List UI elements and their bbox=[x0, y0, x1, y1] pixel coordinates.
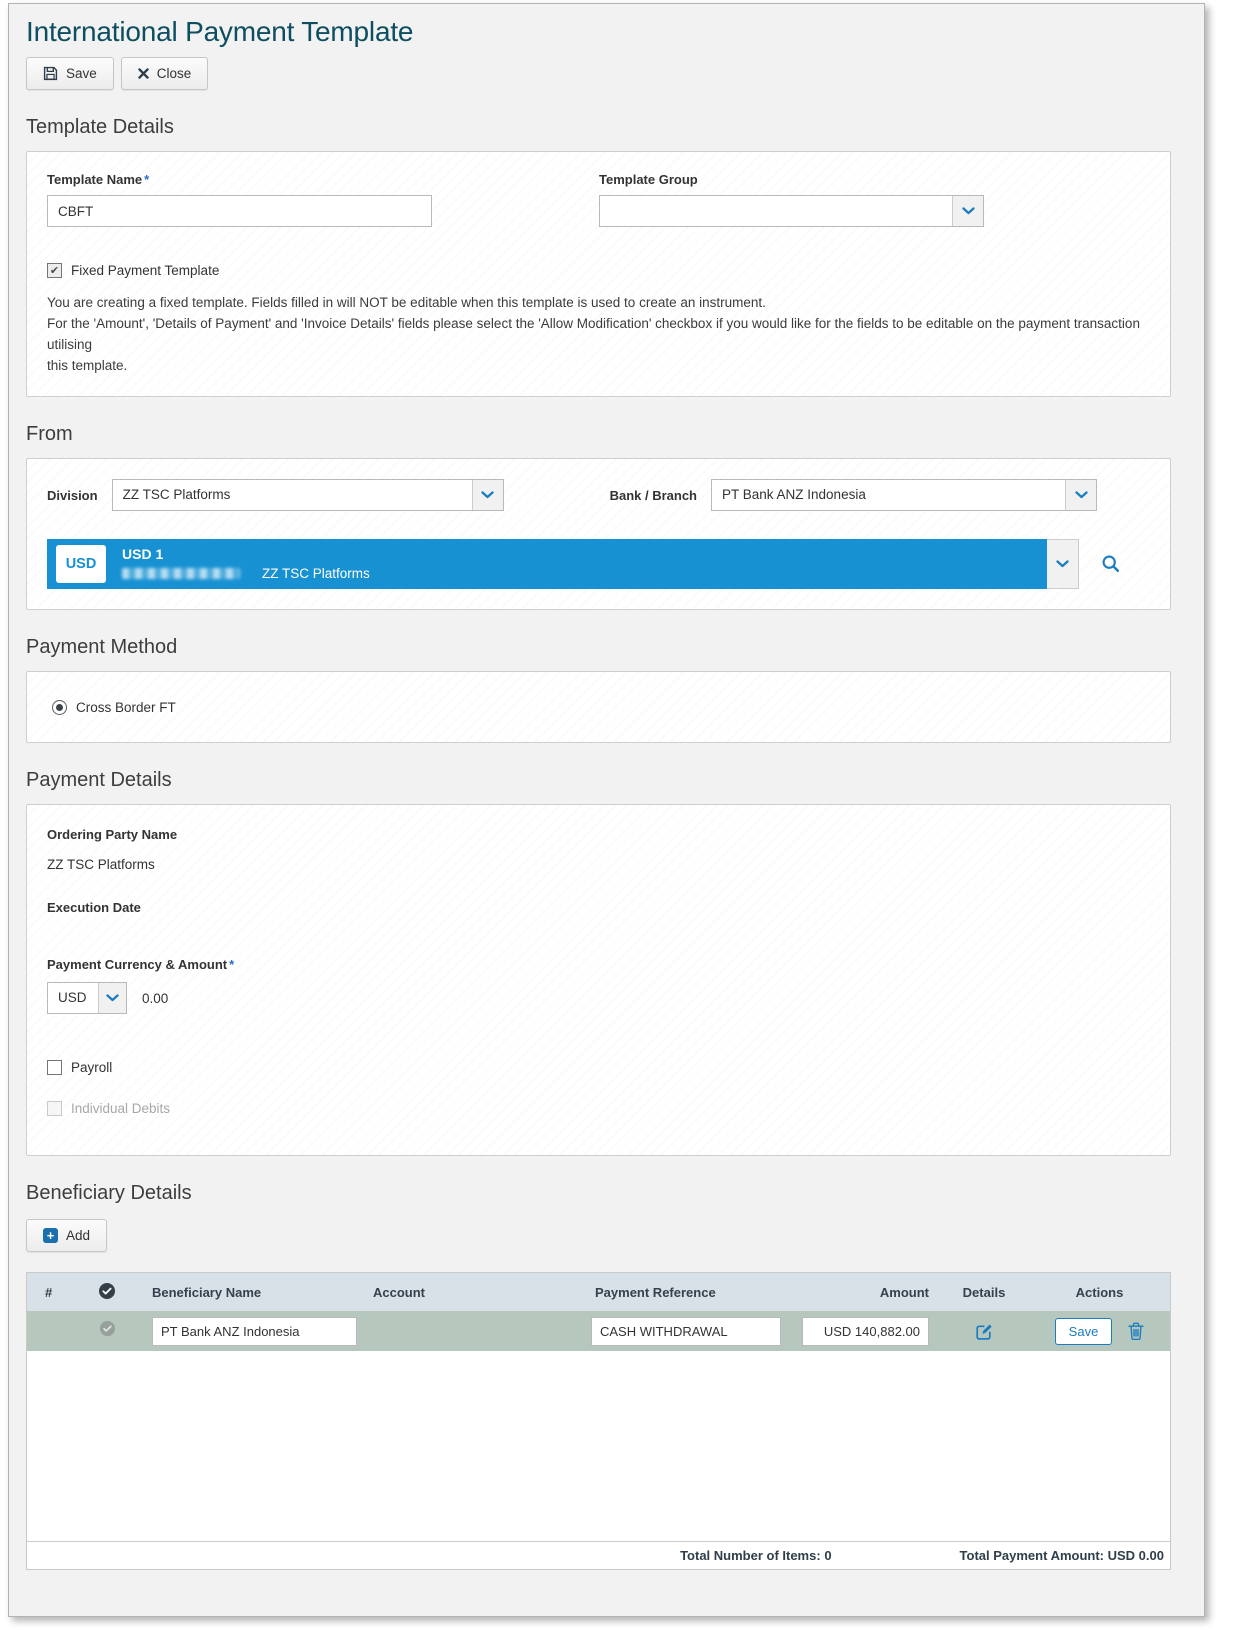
execution-date-label: Execution Date bbox=[47, 900, 141, 915]
row-status-check-icon bbox=[99, 1320, 116, 1342]
payroll-checkbox[interactable] bbox=[47, 1060, 62, 1075]
currency-badge: USD bbox=[56, 545, 106, 583]
chevron-down-icon bbox=[98, 983, 126, 1013]
header-account: Account bbox=[373, 1284, 425, 1300]
page-title: International Payment Template bbox=[26, 16, 414, 47]
section-heading-beneficiary-details: Beneficiary Details bbox=[26, 1182, 192, 1204]
total-payment-amount: Total Payment Amount: USD 0.00 bbox=[959, 1548, 1164, 1563]
page-frame bbox=[8, 3, 1205, 1617]
ordering-party-value: ZZ TSC Platforms bbox=[47, 857, 155, 872]
payment-method-panel bbox=[26, 671, 1171, 743]
selected-account[interactable] bbox=[47, 539, 1047, 589]
save-button[interactable] bbox=[26, 57, 114, 90]
individual-debits-label: Individual Debits bbox=[71, 1101, 171, 1116]
bank-branch-select[interactable] bbox=[711, 479, 1097, 511]
template-details-panel bbox=[26, 151, 1171, 397]
payment-currency-amount-label: Payment Currency & Amount * bbox=[47, 957, 235, 972]
row-save-button[interactable]: Save bbox=[1055, 1318, 1113, 1345]
template-group-select[interactable] bbox=[599, 195, 984, 227]
beneficiary-table-header bbox=[27, 1273, 1170, 1311]
required-asterisk: * bbox=[229, 957, 235, 972]
cross-border-ft-label: Cross Border FT bbox=[76, 699, 176, 715]
account-name: USD 1 bbox=[122, 546, 164, 562]
beneficiary-table-row bbox=[27, 1311, 1170, 1351]
fixed-payment-template-checkbox[interactable]: ✔ bbox=[47, 263, 62, 278]
currency-value: USD bbox=[58, 990, 87, 1005]
total-items: Total Number of Items: 0 bbox=[680, 1548, 832, 1563]
payroll-label: Payroll bbox=[71, 1060, 113, 1075]
edit-details-icon[interactable] bbox=[975, 1322, 994, 1341]
delete-trash-icon[interactable] bbox=[1128, 1322, 1144, 1340]
save-icon bbox=[43, 66, 58, 81]
bank-branch-label: Bank / Branch bbox=[609, 487, 697, 503]
template-name-input[interactable] bbox=[47, 195, 432, 227]
required-asterisk: * bbox=[144, 172, 150, 187]
section-heading-from: From bbox=[26, 423, 73, 445]
beneficiary-table-body-empty bbox=[27, 1351, 1170, 1541]
payment-details-panel bbox=[26, 804, 1171, 1156]
individual-debits-checkbox bbox=[47, 1101, 62, 1116]
ordering-party-label: Ordering Party Name bbox=[47, 827, 178, 842]
header-payment-reference: Payment Reference bbox=[595, 1284, 716, 1300]
account-number-redacted bbox=[122, 568, 240, 579]
check-circle-icon bbox=[98, 1282, 116, 1303]
row-payment-reference-input[interactable] bbox=[591, 1317, 781, 1346]
chevron-down-icon bbox=[472, 480, 503, 510]
header-beneficiary-name: Beneficiary Name bbox=[152, 1284, 262, 1300]
amount-value: 0.00 bbox=[142, 990, 169, 1006]
beneficiary-table bbox=[26, 1272, 1171, 1570]
account-owner: ZZ TSC Platforms bbox=[262, 566, 370, 581]
save-button-label: Save bbox=[66, 66, 97, 81]
bank-branch-value: PT Bank ANZ Indonesia bbox=[722, 487, 866, 502]
row-beneficiary-name-input[interactable] bbox=[152, 1317, 357, 1346]
header-actions: Actions bbox=[1075, 1284, 1124, 1300]
division-select[interactable] bbox=[112, 479, 504, 511]
header-details: Details bbox=[962, 1284, 1006, 1300]
beneficiary-table-totals bbox=[27, 1541, 1170, 1569]
template-name-label: Template Name * bbox=[47, 172, 150, 187]
section-heading-payment-method: Payment Method bbox=[26, 636, 178, 658]
division-value: ZZ TSC Platforms bbox=[122, 487, 231, 502]
currency-select[interactable] bbox=[47, 982, 127, 1014]
close-button[interactable] bbox=[121, 57, 209, 90]
add-beneficiary-button[interactable] bbox=[26, 1219, 107, 1252]
plus-icon: + bbox=[43, 1228, 58, 1243]
fixed-template-note: You are creating a fixed template. Fields filled in will NOT be editable when this template is used to create an instrument. For the 'Amount', 'Details of Payment' and 'Invoice Details' fields please select the 'Allow Modification' checkbox if you would like for the fields to be editable on the payment transaction utilising this template. bbox=[47, 295, 1140, 373]
close-icon bbox=[138, 68, 149, 79]
division-label: Division bbox=[47, 487, 98, 503]
chevron-down-icon bbox=[1065, 480, 1096, 510]
from-panel bbox=[26, 458, 1171, 610]
chevron-down-icon bbox=[952, 196, 983, 226]
toolbar bbox=[26, 57, 1171, 90]
cross-border-ft-radio[interactable] bbox=[52, 700, 67, 715]
row-amount-input[interactable] bbox=[802, 1317, 929, 1346]
account-selector[interactable] bbox=[47, 539, 1079, 589]
header-amount: Amount bbox=[879, 1284, 929, 1300]
template-group-label: Template Group bbox=[599, 172, 698, 187]
add-button-label: Add bbox=[66, 1228, 91, 1243]
fixed-payment-template-label: Fixed Payment Template bbox=[71, 263, 220, 278]
chevron-down-icon[interactable] bbox=[1047, 539, 1079, 589]
template-group-value bbox=[600, 196, 952, 226]
section-heading-template-details: Template Details bbox=[26, 116, 174, 138]
search-icon[interactable] bbox=[1101, 554, 1121, 574]
header-status bbox=[77, 1282, 137, 1303]
section-heading-payment-details: Payment Details bbox=[26, 769, 172, 791]
close-button-label: Close bbox=[156, 66, 192, 81]
header-number: # bbox=[45, 1284, 53, 1300]
